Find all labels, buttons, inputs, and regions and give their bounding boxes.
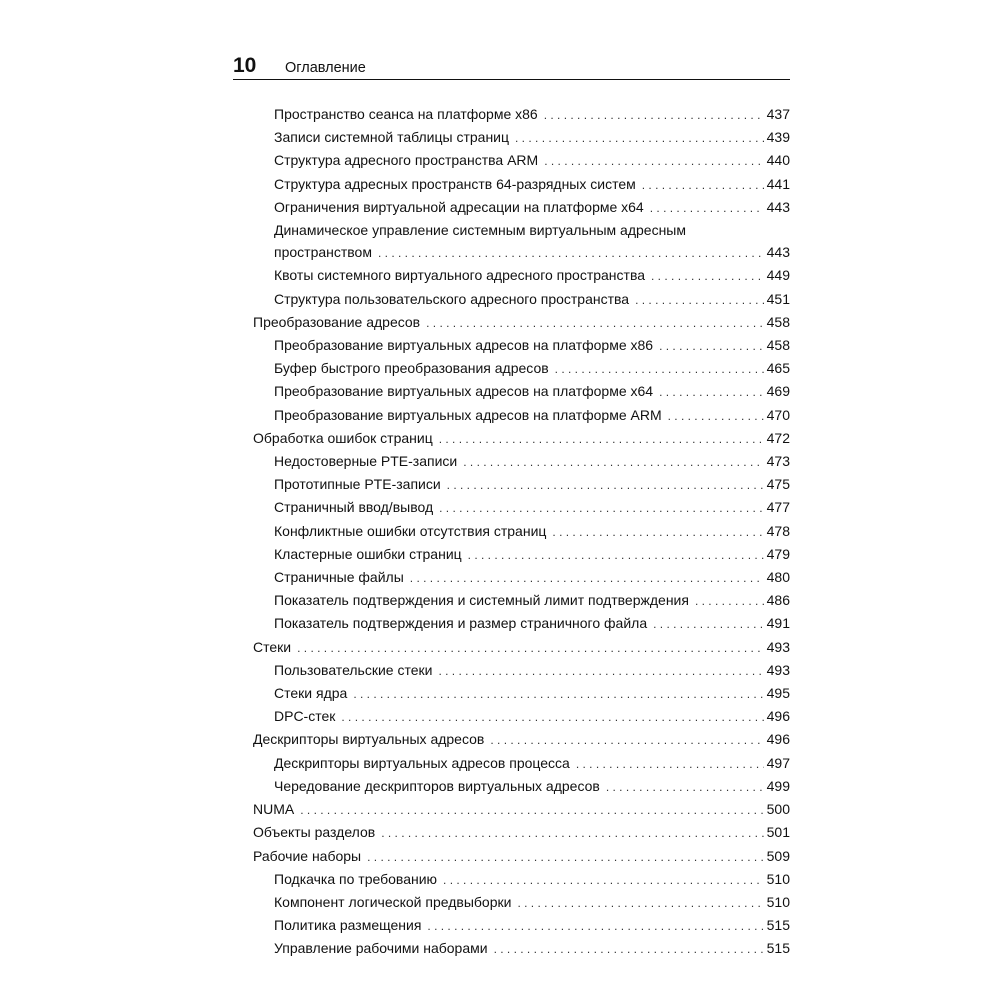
toc-entry-title: Объекты разделов: [253, 824, 376, 841]
toc-dot-leader: [689, 589, 764, 612]
toc-dot-leader: [361, 845, 764, 868]
toc-subsection-entry: [253, 196, 790, 219]
toc-dot-leader: [294, 798, 764, 821]
toc-dot-leader: [484, 728, 764, 751]
toc-page-number: 451: [766, 290, 790, 307]
toc-subsection-entry: [253, 566, 790, 589]
toc-dot-leader: [509, 126, 764, 149]
toc-page-number: 469: [766, 383, 790, 400]
toc-page-number: 441: [766, 175, 790, 192]
toc-entry-title: Кластерные ошибки страниц: [274, 545, 462, 562]
toc-dot-leader: [662, 404, 764, 427]
toc-dot-leader: [421, 914, 764, 937]
toc-subsection-entry: [253, 682, 790, 705]
toc-entry-title: пространством: [274, 244, 372, 261]
toc-entry-title-line1: Динамическое управление системным виртуальным адресным: [274, 222, 686, 239]
toc-subsection-entry: [253, 288, 790, 311]
toc-entry-title: Ограничения виртуальной адресации на платформе x64: [274, 198, 644, 215]
toc-page-number: 500: [766, 801, 790, 818]
toc-subsection-entry: [253, 264, 790, 287]
toc-entry-title: Политика размещения: [274, 917, 422, 934]
toc-page-number: 509: [766, 847, 790, 864]
toc-subsection-entry: [253, 775, 790, 798]
toc-section-entry: [253, 798, 790, 821]
toc-dot-leader: [488, 937, 764, 960]
toc-entry-title: Буфер быстрого преобразования адресов: [274, 360, 549, 377]
toc-page-number: 501: [766, 824, 790, 841]
toc-entry-title: Стеки: [253, 638, 292, 655]
toc-dot-leader: [546, 520, 764, 543]
toc-dot-leader: [600, 775, 764, 798]
toc-entry-title: Прототипные PTE-записи: [274, 476, 441, 493]
toc-page-number: 478: [766, 522, 790, 539]
toc-dot-leader: [570, 752, 764, 775]
toc-subsection-entry: [253, 705, 790, 728]
toc-subsection-entry: [253, 520, 790, 543]
toc-dot-leader: [432, 659, 764, 682]
toc-dot-leader: [335, 705, 764, 728]
toc-dot-leader: [644, 196, 764, 219]
toc-dot-leader: [375, 821, 764, 844]
toc-entry-title: Преобразование виртуальных адресов на платформе x86: [274, 337, 654, 354]
toc-entry-title: Преобразование адресов: [253, 313, 421, 330]
toc-entry-title: Структура адресного пространства ARM: [274, 152, 539, 169]
toc-entry-title: Обработка ошибок страниц: [253, 429, 433, 446]
toc-section-entry: [253, 636, 790, 659]
toc-entry-title: Пространство сеанса на платформе x86: [274, 106, 538, 122]
toc-subsection-entry: [253, 868, 790, 891]
toc-dot-leader: [441, 473, 764, 496]
toc-subsection-entry: [253, 103, 790, 126]
toc-page-number: 439: [766, 129, 790, 146]
toc-dot-leader: [404, 566, 764, 589]
page-number: 10: [233, 54, 257, 77]
toc-dot-leader: [636, 173, 764, 196]
toc-entry-title: Конфликтные ошибки отсутствия страниц: [274, 522, 547, 539]
toc-subsection-entry: [253, 659, 790, 682]
toc-subsection-entry: [253, 126, 790, 149]
toc-subsection-entry: [253, 334, 790, 357]
toc-entry-title: Записи системной таблицы страниц: [274, 129, 510, 146]
toc-entry-title: NUMA: [253, 801, 295, 818]
toc-page-number: 443: [766, 198, 790, 215]
toc-page-number: 480: [766, 569, 790, 586]
toc-subsection-entry: [253, 357, 790, 380]
toc-dot-leader: [347, 682, 764, 705]
toc-entry-title: Квоты системного виртуального адресного пространства: [274, 267, 646, 284]
toc-dot-leader: [538, 149, 764, 172]
toc-page-number: 475: [766, 476, 790, 493]
toc-page-number: 496: [766, 708, 790, 725]
toc-page-number: 477: [766, 499, 790, 516]
toc-entry-title: DPC-стек: [274, 708, 336, 725]
toc-entry-title: Рабочие наборы: [253, 847, 362, 864]
toc-page-number: 465: [766, 360, 790, 377]
toc-page-number: 472: [766, 429, 790, 446]
toc-entry-title: Страничные файлы: [274, 569, 404, 586]
toc-page-number: 495: [766, 685, 790, 702]
toc-page-number: 515: [766, 917, 790, 934]
toc-subsection-entry: [253, 496, 790, 519]
toc-page-number: 479: [766, 545, 790, 562]
toc-entry-title: Компонент логической предвыборки: [274, 893, 512, 910]
toc-entry-title: Дескрипторы виртуальных адресов: [253, 731, 485, 748]
toc-entry-title: Чередование дескрипторов виртуальных адресов: [274, 777, 600, 794]
toc-page-number: 458: [766, 337, 790, 354]
toc-entry-title: Структура адресных пространств 64-разрядных систем: [274, 175, 636, 192]
toc-subsection-entry: [253, 404, 790, 427]
toc-subsection-entry: [253, 914, 790, 937]
toc-page-number: 496: [766, 731, 790, 748]
toc-entry-title: Пользовательские стеки: [274, 661, 433, 678]
toc-page-number: 499: [766, 777, 790, 794]
toc-page-number: 493: [766, 638, 790, 655]
toc-subsection-entry: [253, 589, 790, 612]
toc-page-number: 493: [766, 661, 790, 678]
toc-subsection-entry: [253, 380, 790, 403]
toc-entry-title: Дескрипторы виртуальных адресов процесса: [274, 754, 570, 771]
toc-subsection-entry: [253, 219, 790, 264]
toc-dot-leader: [549, 357, 764, 380]
toc-subsection-entry: [253, 450, 790, 473]
toc-page-number: 491: [766, 615, 790, 632]
toc-section-entry: [253, 728, 790, 751]
toc-section-entry: [253, 427, 790, 450]
toc-page-number: 437: [766, 106, 790, 122]
toc-subsection-entry: [253, 891, 790, 914]
toc-page-number: 443: [766, 244, 790, 261]
toc-entry-title: Управление рабочими наборами: [274, 940, 488, 957]
toc-page-number: 510: [766, 870, 790, 887]
toc-dot-leader: [291, 636, 764, 659]
toc-dot-leader: [629, 288, 764, 311]
toc-entry-title: Подкачка по требованию: [274, 870, 438, 887]
toc-dot-leader: [653, 334, 764, 357]
toc-dot-leader: [645, 264, 764, 287]
toc-page-number: 473: [766, 453, 790, 470]
toc-dot-leader: [457, 450, 764, 473]
toc-subsection-entry: [253, 543, 790, 566]
toc-entry-title: Показатель подтверждения и системный лимит подтверждения: [274, 592, 689, 609]
toc-subsection-entry: [253, 149, 790, 172]
toc-page-number: 449: [766, 267, 790, 284]
header-rule: [233, 79, 790, 80]
toc-entry-title: Преобразование виртуальных адресов на платформе x64: [274, 383, 654, 400]
toc-subsection-entry: [253, 173, 790, 196]
toc-page-number: 510: [766, 893, 790, 910]
toc-dot-leader: [647, 612, 764, 635]
toc-entry-title: Страничный ввод/вывод: [274, 499, 434, 516]
toc-dot-leader: [511, 891, 764, 914]
toc-entry-title: Преобразование виртуальных адресов на платформе ARM: [274, 406, 662, 423]
toc-page-number: 486: [766, 592, 790, 609]
section-title: Оглавление: [285, 60, 366, 76]
toc-section-entry: [253, 821, 790, 844]
toc-entry-title: Структура пользовательского адресного пространства: [274, 290, 630, 307]
toc-dot-leader: [433, 496, 764, 519]
toc-page-number: 497: [766, 754, 790, 771]
toc-section-entry: [253, 845, 790, 868]
toc-dot-leader: [653, 380, 764, 403]
toc-subsection-entry: [253, 612, 790, 635]
toc-section-entry: [253, 311, 790, 334]
toc-dot-leader: [538, 103, 764, 126]
toc-subsection-entry: [253, 937, 790, 960]
running-head: [233, 54, 790, 80]
toc-dot-leader: [433, 427, 764, 450]
toc-page-number: 515: [766, 940, 790, 957]
toc-entry-title: Показатель подтверждения и размер страничного файла: [274, 615, 648, 632]
toc-subsection-entry: [253, 752, 790, 775]
toc-page-number: 470: [766, 406, 790, 423]
toc-entry-title: Недостоверные PTE-записи: [274, 453, 458, 470]
toc-dot-leader: [462, 543, 764, 566]
toc-dot-leader: [437, 868, 764, 891]
toc-page-number: 440: [766, 152, 790, 169]
toc-entry-title: Стеки ядра: [274, 685, 348, 702]
toc-page-number: 458: [766, 313, 790, 330]
table-of-contents: [253, 103, 790, 961]
toc-subsection-entry: [253, 473, 790, 496]
toc-dot-leader: [372, 241, 764, 264]
toc-dot-leader: [420, 311, 764, 334]
